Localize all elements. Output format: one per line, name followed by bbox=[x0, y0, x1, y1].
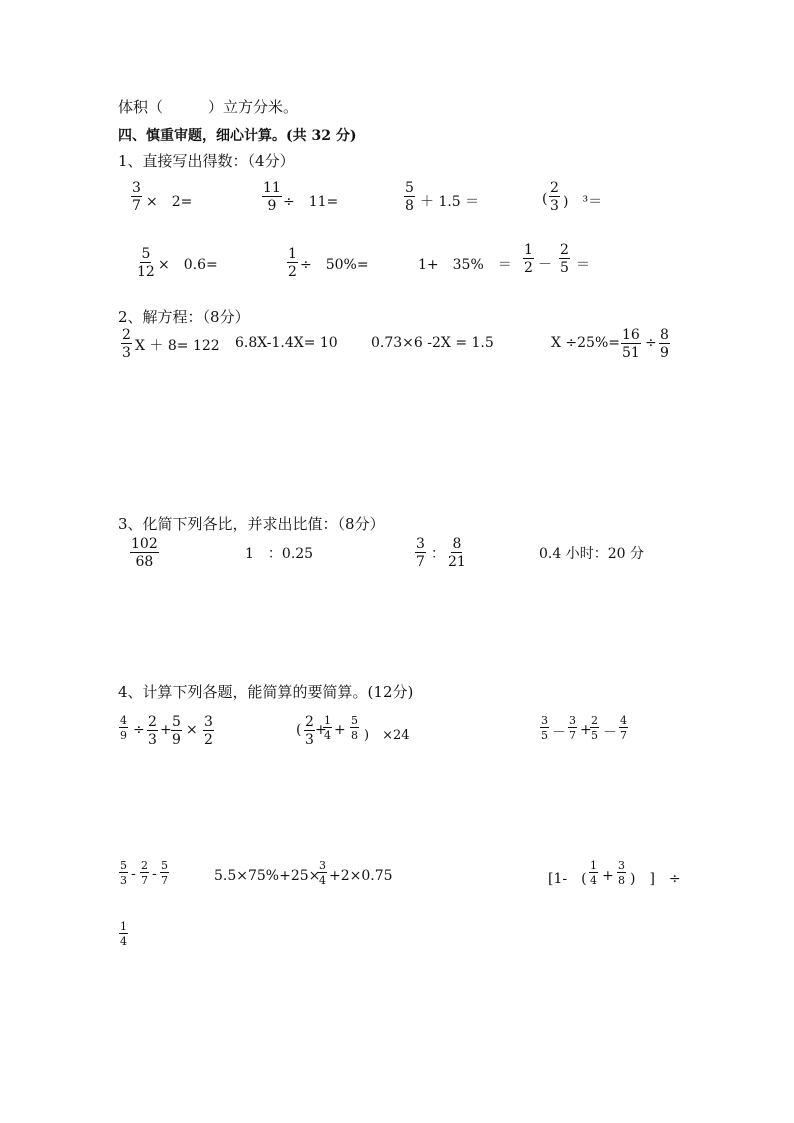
fraction: $\frac{3}{4}$ bbox=[319, 859, 326, 887]
minus-sign: － bbox=[538, 257, 552, 273]
fraction: $\frac{1}{2}$ bbox=[288, 246, 297, 280]
fraction: $\frac{3}{7}$ bbox=[132, 180, 141, 214]
fraction: $\frac{5}{8}$ bbox=[405, 180, 414, 214]
q1-item-5-rest: × 0.6= bbox=[158, 257, 218, 273]
fraction: $\frac{5}{7}$ bbox=[161, 859, 168, 887]
fraction: $\frac{2}{3}$ bbox=[148, 714, 157, 748]
q1-item-8-rest: ＝ bbox=[576, 257, 590, 273]
fraction: $\frac{3}{7}$ bbox=[416, 536, 425, 570]
q1-item-2-rest: ÷ 11= bbox=[283, 194, 339, 210]
fraction: $\frac{2}{5}$ bbox=[591, 714, 598, 742]
fraction: $\frac{3}{8}$ bbox=[618, 859, 625, 887]
fraction: $\frac{2}{3}$ bbox=[122, 327, 131, 361]
section-heading: 四、慎重审题，细心计算。(共 32 分) bbox=[118, 128, 357, 144]
fraction: $\frac{1}{4}$ bbox=[590, 859, 597, 887]
fraction: $\frac{16}{51}$ bbox=[622, 327, 640, 361]
fraction: $\frac{3}{5}$ bbox=[541, 714, 548, 742]
paren-open: ( bbox=[542, 191, 548, 207]
fraction: $\frac{5}{12}$ bbox=[137, 246, 155, 280]
fraction: $\frac{8}{21}$ bbox=[448, 536, 466, 570]
fraction: $\frac{2}{7}$ bbox=[141, 859, 148, 887]
q4-problem-6-suffix: ) ] ÷ bbox=[630, 871, 681, 887]
q4-problem-5-suffix: +2×0.75 bbox=[329, 868, 393, 884]
operator: ÷ bbox=[133, 722, 145, 738]
q1-item-3-rest: ＋ 1.5 ＝ bbox=[420, 194, 480, 210]
q4-problem-5-prefix: 5.5×75%+25× bbox=[214, 868, 321, 884]
operator: + bbox=[602, 868, 614, 884]
operator: + bbox=[580, 722, 592, 738]
q2-equation-4-prefix: X ÷25%= bbox=[551, 335, 620, 351]
fraction: $\frac{5}{8}$ bbox=[351, 714, 358, 742]
fraction: $\frac{2}{5}$ bbox=[560, 242, 569, 276]
q1-item-1-rest: × 2= bbox=[146, 194, 193, 210]
q1-title: 1、直接写出得数：（4分） bbox=[118, 152, 295, 170]
q1-item-7: 1+ 35% ＝ bbox=[418, 257, 512, 273]
operator: － bbox=[603, 725, 617, 741]
fraction: $\frac{4}{9}$ bbox=[120, 714, 127, 742]
paren-close-times: ) ×24 bbox=[364, 728, 410, 743]
operator: × bbox=[186, 722, 198, 738]
fraction: $\frac{1}{4}$ bbox=[324, 714, 331, 742]
fraction: $\frac{2}{3}$ bbox=[305, 714, 314, 748]
q4-problem-6-divisor: $\frac{1}{4}$ bbox=[120, 920, 127, 948]
q3-ratio-2: 1 ：0.25 bbox=[245, 546, 314, 562]
q1-item-6-rest: ÷ 50%= bbox=[300, 257, 369, 273]
fraction: $\frac{8}{9}$ bbox=[660, 327, 669, 361]
operator: - bbox=[131, 866, 136, 882]
fraction: $\frac{5}{9}$ bbox=[172, 714, 181, 748]
fraction: $\frac{3}{7}$ bbox=[569, 714, 576, 742]
q2-equation-2: 6.8X-1.4X= 10 bbox=[235, 335, 338, 351]
q3-title: 3、化简下列各比，并求出比值：（8分） bbox=[118, 515, 385, 533]
fraction: $\frac{4}{7}$ bbox=[620, 714, 627, 742]
q3-ratio-1: $\frac{102}{68}$ bbox=[131, 536, 158, 570]
q3-ratio-4: 0.4 小时：20 分 bbox=[539, 546, 644, 562]
volume-line: 体积（ ）立方分米。 bbox=[118, 98, 299, 116]
divide-sign: ÷ bbox=[645, 335, 657, 351]
operator: + bbox=[160, 722, 172, 738]
operator: - bbox=[152, 866, 157, 882]
q2-equation-3: 0.73×6 -2X = 1.5 bbox=[371, 335, 494, 351]
fraction: $\frac{5}{3}$ bbox=[120, 859, 127, 887]
colon: ： bbox=[431, 546, 445, 562]
fraction: $\frac{1}{2}$ bbox=[524, 242, 533, 276]
q1-item-4-rest: ) ³＝ bbox=[563, 194, 603, 210]
fraction: $\frac{11}{9}$ bbox=[263, 180, 281, 214]
operator: + bbox=[315, 722, 327, 738]
q2-title: 2、解方程：（8分） bbox=[118, 308, 250, 326]
q2-equation-1-rest: X ＋ 8= 122 bbox=[135, 338, 220, 354]
q4-problem-6-prefix: [1- ( bbox=[548, 871, 587, 887]
fraction: $\frac{3}{2}$ bbox=[204, 714, 213, 748]
paren-open: ( bbox=[296, 722, 302, 738]
operator: + bbox=[334, 722, 346, 738]
q4-title: 4、计算下列各题，能简算的要简算。(12分) bbox=[118, 683, 414, 701]
operator: － bbox=[552, 725, 566, 741]
fraction: $\frac{2}{3}$ bbox=[550, 180, 559, 214]
